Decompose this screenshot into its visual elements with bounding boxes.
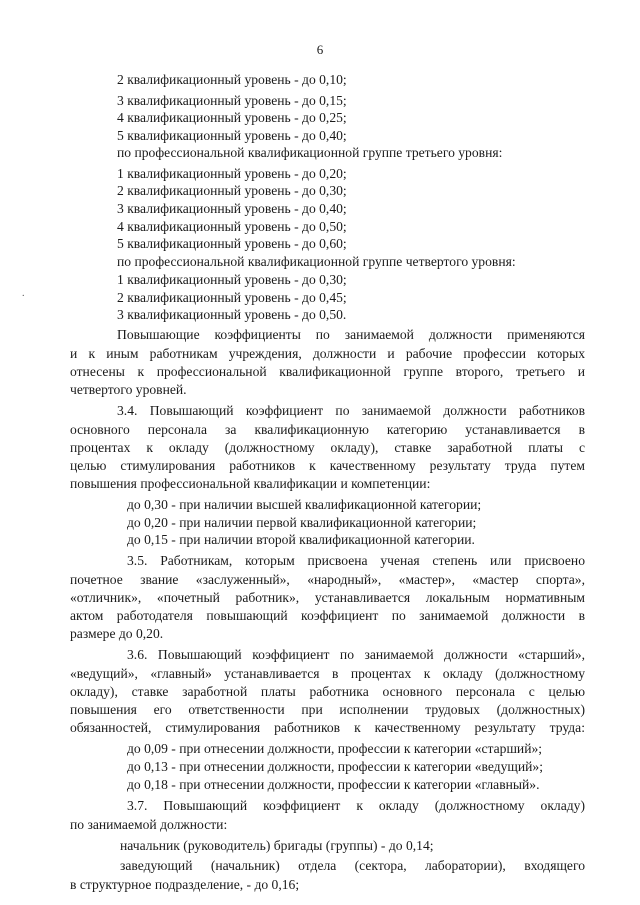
text-line: 3 квалификационный уровень - до 0,40; [117, 201, 347, 216]
text-line: отнесены к профессиональной квалификационной группе второго, третьего и [70, 364, 585, 379]
text-line: повышения профессиональной квалификации и компетенции: [70, 476, 431, 491]
text-line: 5 квалификационный уровень - до 0,40; [117, 128, 347, 143]
text-line: 2 квалификационный уровень - до 0,30; [117, 183, 347, 198]
text-line: основного персонала за квалификационную категорию устанавливается в [70, 422, 585, 437]
text-line: до 0,09 - при отнесении должности, профессии к категории «старший»; [127, 741, 543, 756]
text-line: 3 квалификационный уровень - до 0,15; [117, 93, 347, 108]
text-line: размере до 0,20. [70, 626, 164, 641]
text-line: по занимаемой должности: [70, 817, 228, 832]
text-line: почетное звание «заслуженный», «народный», «мастер», «мастер спорта», [70, 572, 585, 587]
text-line: повышения его ответственности при исполнении трудовых (должностных) [70, 702, 585, 717]
text-line: целью стимулирования работников к качественному результату труда путем [70, 458, 585, 473]
text-line: до 0,30 - при наличии высшей квалификационной категории; [127, 497, 482, 512]
margin-mark: . [22, 288, 25, 299]
text-line: окладу), ставке заработной платы работника основного персонала с целью [70, 684, 585, 699]
text-line: «ведущий», «главный» устанавливается в процентах к окладу (должностному [70, 666, 585, 681]
text-line: 3.6. Повышающий коэффициент по занимаемой должности «старший», [127, 647, 585, 662]
text-line: 3.7. Повышающий коэффициент к окладу (должностному окладу) [127, 798, 585, 813]
text-line: 1 квалификационный уровень - до 0,30; [117, 272, 347, 287]
text-line: 3 квалификационный уровень - до 0,50. [117, 307, 347, 322]
text-line: 4 квалификационный уровень - до 0,50; [117, 219, 347, 234]
text-line: 2 квалификационный уровень - до 0,45; [117, 290, 347, 305]
text-line: 5 квалификационный уровень - до 0,60; [117, 236, 347, 251]
text-line: процентах к окладу (должностному окладу), ставке заработной платы с [70, 440, 585, 455]
text-line: начальник (руководитель) бригады (группы) - до 0,14; [120, 838, 434, 853]
text-line: актом работодателя повышающий коэффициент по занимаемой должности в [70, 608, 585, 623]
text-line: 2 квалификационный уровень - до 0,10; [117, 72, 347, 87]
text-line: 1 квалификационный уровень - до 0,20; [117, 166, 347, 181]
page-number: 6 [316, 42, 324, 57]
text-line: в структурное подразделение, - до 0,16; [70, 877, 300, 892]
text-line: четвертого уровней. [70, 382, 187, 397]
text-line: по профессиональной квалификационной группе третьего уровня: [117, 145, 503, 160]
text-line: 3.4. Повышающий коэффициент по занимаемой должности работников [117, 403, 585, 418]
text-line: заведующий (начальник) отдела (сектора, лаборатории), входящего [120, 858, 585, 873]
text-line: 4 квалификационный уровень - до 0,25; [117, 110, 347, 125]
text-line: до 0,15 - при наличии второй квалификационной категории. [127, 532, 475, 547]
text-line: до 0,18 - при отнесении должности, профессии к категории «главный». [127, 777, 540, 792]
text-line: «отличник», «почетный работник», устанавливается локальным нормативным [70, 590, 585, 605]
text-line: Повышающие коэффициенты по занимаемой должности применяются [117, 327, 585, 342]
text-line: 3.5. Работникам, которым присвоена ученая степень или присвоено [127, 553, 585, 568]
text-line: до 0,20 - при наличии первой квалификационной категории; [127, 515, 477, 530]
text-line: обязанностей, стимулирования работников к качественному результату труда: [70, 720, 585, 735]
text-line: по профессиональной квалификационной группе четвертого уровня: [117, 254, 516, 269]
text-line: и к иным работникам учреждения, должности и рабочие профессии которых [70, 346, 585, 361]
text-line: до 0,13 - при отнесении должности, профессии к категории «ведущий»; [127, 759, 543, 774]
